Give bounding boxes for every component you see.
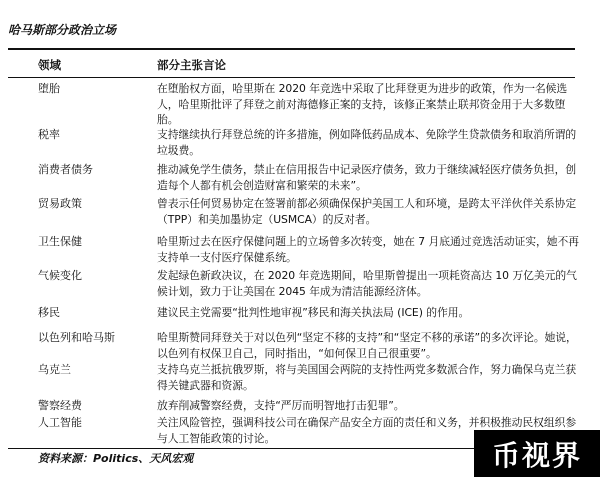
row-statement: 放弃削减警察经费，支持“严厉而明智地打击犯罪”。	[157, 399, 405, 412]
row-domain: 税率	[38, 128, 60, 141]
row-statement: 在堕胎权方面，哈里斯在 2020 年竞选中采取了比拜登更为进步的政策，作为一名候选人，哈里斯批评了拜登之前对海德修正案的支持，该修正案禁止联邦资金用于大多数堕胎。	[157, 82, 568, 126]
row-statement: 建议民主党需要“批判性地审视”移民和海关执法局 (ICE) 的作用。	[157, 306, 470, 319]
column-header-domain: 领域	[38, 58, 61, 72]
row-statement: 推动减免学生债务，禁止在信用报告中记录医疗债务，致力于继续减轻医疗债务负担，创造每个人都有机会创造财富和繁荣的未来”。	[157, 163, 577, 192]
row-domain: 警察经费	[38, 399, 82, 412]
row-statement: 曾表示任何贸易协定在签署前都必须确保保护美国工人和环境，是跨太平洋伙伴关系协定（TPP）和美加墨协定（USMCA）的反对者。	[157, 197, 577, 226]
row-domain: 气候变化	[38, 269, 82, 282]
row-statement: 哈里斯赞同拜登关于对以色列“坚定不移的支持”和“坚定不移的承诺”的多次评论。她说，以色列有权保卫自己，同时指出，“如何保卫自己很重要”。	[157, 331, 577, 360]
top-rule	[8, 48, 575, 50]
row-statement: 哈里斯过去在医疗保健问题上的立场曾多次转变，她在 7 月底通过竞选活动证实，她不再支持单一支付医疗保健系统。	[157, 235, 579, 264]
row-domain: 移民	[38, 306, 60, 319]
row-statement: 支持乌克兰抵抗俄罗斯，将与美国国会两院的支持性两党多数派合作，努力确保乌克兰获得关键武器和资源。	[157, 363, 577, 392]
row-domain: 以色列和哈马斯	[38, 331, 115, 344]
row-domain: 卫生保健	[38, 235, 82, 248]
watermark-logo: 币视界	[474, 430, 600, 477]
row-statement: 关注风险管控，强调科技公司在确保产品安全方面的责任和义务，并积极推动民权组织参与人工智能政策的讨论。	[157, 416, 577, 445]
row-statement: 支持继续执行拜登总统的许多措施，例如降低药品成本、免除学生贷款债务和取消所谓的垃圾费。	[157, 128, 577, 157]
row-domain: 人工智能	[38, 416, 82, 429]
source-note: 资料来源：Politics、天风宏观	[38, 452, 194, 465]
table-title: 哈马斯部分政治立场	[8, 23, 117, 37]
row-domain: 消费者债务	[38, 163, 93, 176]
row-domain: 堕胎	[38, 82, 60, 95]
row-statement: 发起绿色新政决议，在 2020 年竞选期间，哈里斯曾提出一项耗资高达 10 万亿美元的气候计划，致力于让美国在 2045 年成为清洁能源经济体。	[157, 269, 577, 298]
header-rule	[8, 77, 575, 78]
row-domain: 贸易政策	[38, 197, 82, 210]
column-header-statements: 部分主张言论	[157, 58, 226, 72]
row-domain: 乌克兰	[38, 363, 71, 376]
